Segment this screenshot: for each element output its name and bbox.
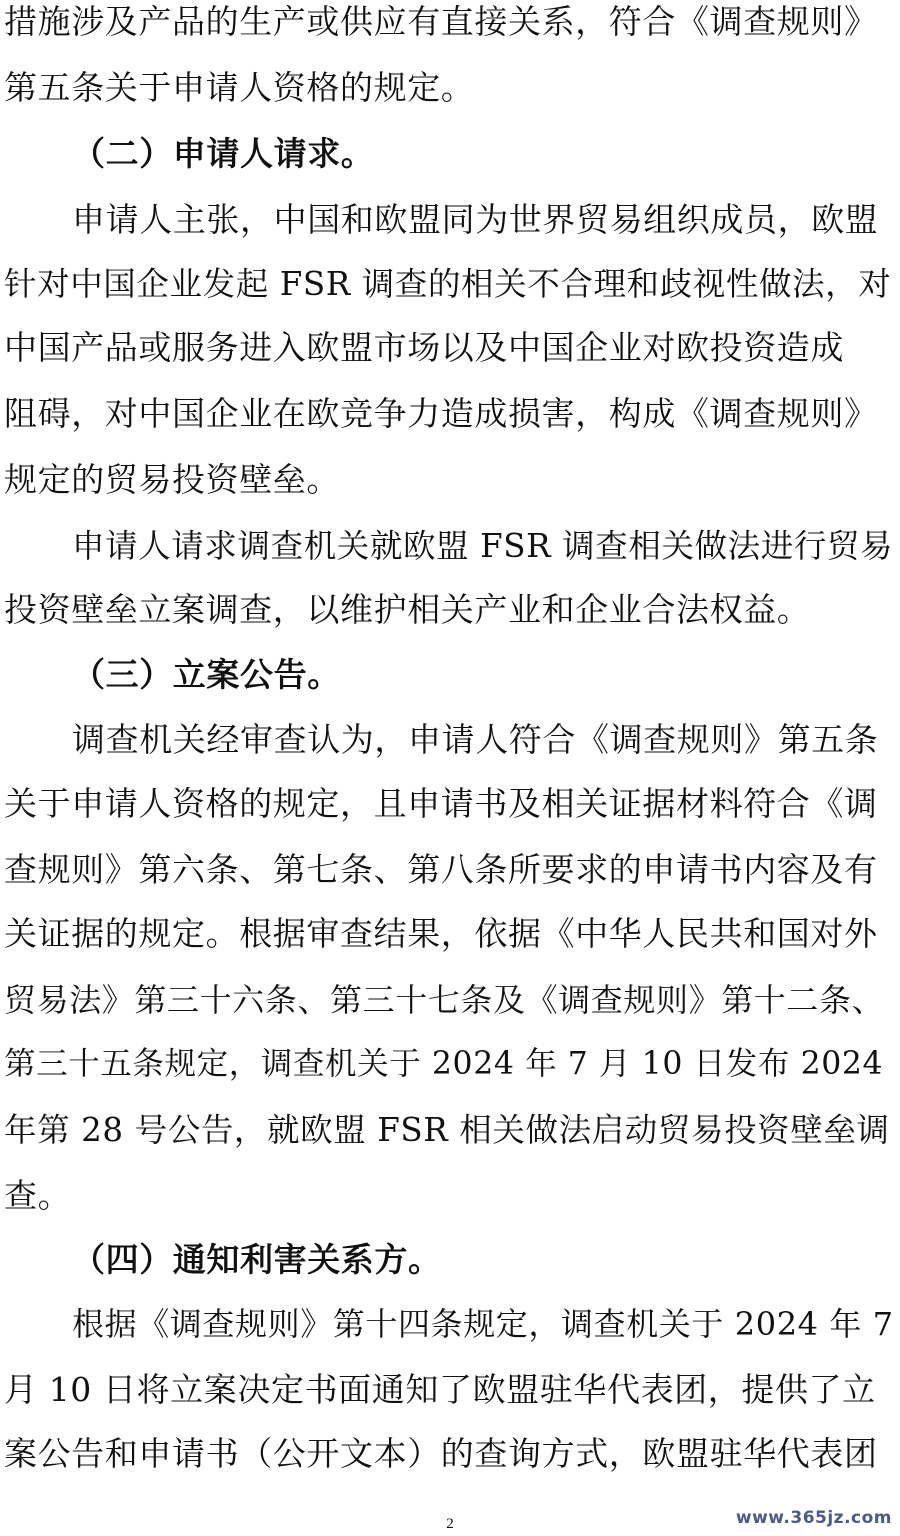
text-line: 规定的贸易投资壁垒。 bbox=[4, 460, 340, 499]
text-line: 关于申请人资格的规定，且申请书及相关证据材料符合《调 bbox=[4, 784, 878, 823]
text-line: 关证据的规定。根据审查结果，依据《中华人民共和国对外 bbox=[4, 914, 878, 953]
section-heading: （二）申请人请求。 bbox=[72, 134, 375, 173]
text-line: 查规则》第六条、第七条、第八条所要求的申请书内容及有 bbox=[4, 850, 878, 889]
text-line: 查。 bbox=[4, 1176, 72, 1215]
text-line: 中国产品或服务进入欧盟市场以及中国企业对欧投资造成 bbox=[4, 328, 844, 367]
text-line: 投资壁垒立案调查，以维护相关产业和企业合法权益。 bbox=[4, 590, 811, 629]
text-line: 第三十五条规定，调查机关于 2024 年 7 月 10 日发布 2024 bbox=[4, 1046, 884, 1082]
section-heading: （三）立案公告。 bbox=[72, 655, 341, 694]
text-line: 阻碍，对中国企业在欧竞争力造成损害，构成《调查规则》 bbox=[4, 394, 878, 433]
text-line: 案公告和申请书（公开文本）的查询方式，欧盟驻华代表团 bbox=[4, 1434, 878, 1473]
text-line: 措施涉及产品的生产或供应有直接关系，符合《调查规则》 bbox=[4, 2, 878, 41]
text-line: 贸易法》第三十六条、第三十七条及《调查规则》第十二条、 bbox=[4, 981, 885, 1019]
text-line: 月 10 日将立案决定书面通知了欧盟驻华代表团，提供了立 bbox=[4, 1370, 876, 1409]
text-line: 申请人请求调查机关就欧盟 FSR 调查相关做法进行贸易 bbox=[72, 527, 894, 565]
text-line: 调查机关经审查认为，申请人符合《调查规则》第五条 bbox=[72, 720, 879, 759]
text-line: 针对中国企业发起 FSR 调查的相关不合理和歧视性做法，对 bbox=[4, 265, 892, 303]
text-line: 申请人主张，中国和欧盟同为世界贸易组织成员，欧盟 bbox=[72, 200, 879, 239]
section-heading: （四）通知利害关系方。 bbox=[72, 1240, 442, 1279]
page-number: 2 bbox=[446, 1516, 454, 1532]
watermark: www.365jz.com bbox=[735, 1508, 892, 1528]
text-line: 根据《调查规则》第十四条规定，调查机关于 2024 年 7 bbox=[72, 1305, 894, 1343]
text-line: 第五条关于申请人资格的规定。 bbox=[4, 68, 475, 107]
text-line: 年第 28 号公告，就欧盟 FSR 相关做法启动贸易投资壁垒调 bbox=[4, 1111, 890, 1149]
